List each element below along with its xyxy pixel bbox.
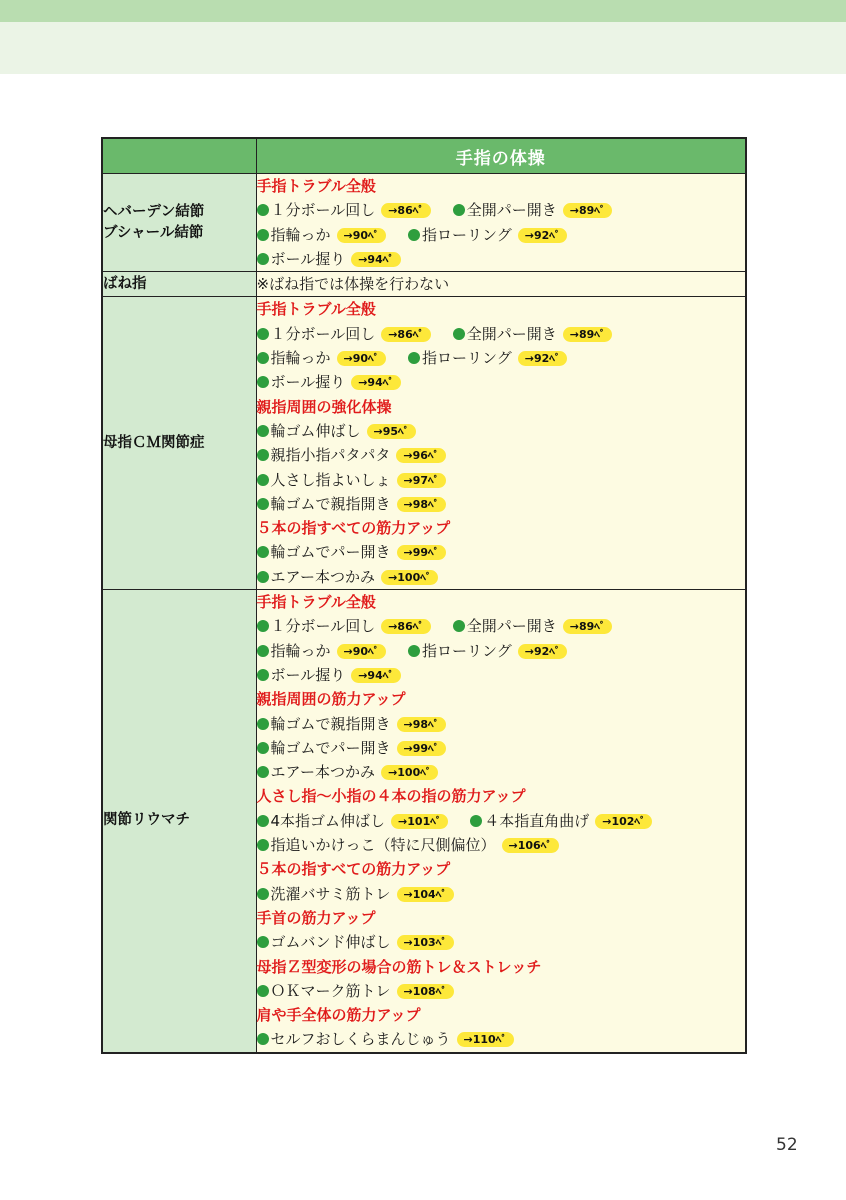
exercise-item	[257, 322, 431, 346]
exercise-label: 4本指ゴム伸ばし	[270, 811, 386, 830]
exercise-line	[257, 760, 746, 784]
page-ref-badge: →103ﾍﾟ	[397, 935, 454, 950]
page-ref-badge: →102ﾍﾟ	[595, 814, 652, 829]
page-ref-badge: →95ﾍﾟ	[367, 424, 417, 439]
exercise-cell	[256, 297, 746, 590]
page-ref-badge: →96ﾍﾟ	[396, 448, 446, 463]
bullet-icon	[257, 742, 269, 754]
header-title: 手指の体操	[256, 138, 746, 174]
exercise-item	[257, 663, 401, 687]
page-ref-badge: →99ﾍﾟ	[397, 741, 447, 756]
exercise-line	[257, 663, 746, 687]
exercise-item	[257, 492, 447, 516]
exercise-item	[257, 809, 449, 833]
exercise-item	[257, 639, 387, 663]
exercise-label: 指輪っか	[270, 349, 331, 368]
page-ref-badge: →86ﾍﾟ	[381, 203, 431, 218]
table-row	[102, 174, 746, 272]
bullet-icon	[257, 669, 269, 681]
exercise-label: 輪ゴムで親指開き	[270, 494, 391, 513]
section-heading: ５本の指すべての筋力アップ	[256, 860, 451, 879]
exercise-item	[470, 809, 652, 833]
bullet-icon	[257, 546, 269, 558]
exercise-line	[257, 540, 746, 564]
condition-cell	[102, 174, 256, 272]
exercise-line	[257, 198, 746, 222]
exercise-item	[257, 443, 446, 467]
exercise-label: エアー本つかみ	[270, 567, 376, 586]
exercise-line	[257, 930, 746, 954]
section-heading: 手首の筋力アップ	[256, 908, 376, 927]
section-heading: 母指Ｚ型変形の場合の筋トレ＆ストレッチ	[256, 957, 542, 976]
bullet-icon	[257, 839, 269, 851]
exercise-line	[257, 468, 746, 492]
exercise-label: セルフおしくらまんじゅう	[270, 1030, 451, 1049]
exercise-label: １分ボール回し	[270, 617, 376, 636]
bullet-icon	[453, 620, 465, 632]
exercise-item	[257, 760, 439, 784]
bullet-icon	[257, 376, 269, 388]
exercise-item	[453, 198, 613, 222]
table-row	[102, 297, 746, 590]
section-heading: 手指トラブル全般	[256, 177, 376, 195]
exercise-label: 指ローリング	[422, 349, 512, 368]
exercise-label: 全開パー開き	[466, 324, 557, 343]
exercise-line	[257, 223, 746, 247]
condition-name: ばね指	[103, 275, 147, 292]
page-number: 52	[776, 1135, 798, 1155]
page-ref-badge: →101ﾍﾟ	[391, 814, 448, 829]
header-band	[0, 22, 846, 74]
exercise-line	[257, 565, 746, 589]
exercise-line	[257, 247, 746, 271]
exercise-line	[257, 492, 746, 516]
exercise-item	[257, 247, 401, 271]
table-body	[102, 174, 746, 1053]
exercise-label: 指ローリング	[422, 641, 512, 660]
exercise-cell	[256, 272, 746, 297]
section-heading: 人さし指〜小指の４本の指の筋力アップ	[256, 787, 526, 806]
bullet-icon	[408, 352, 420, 364]
exercise-label: 親指小指パタパタ	[270, 446, 391, 465]
exercise-item	[257, 468, 447, 492]
bullet-icon	[257, 425, 269, 437]
bullet-icon	[257, 888, 269, 900]
page-ref-badge: →89ﾍﾟ	[563, 203, 613, 218]
exercise-item	[257, 540, 447, 564]
bullet-icon	[257, 328, 269, 340]
page-ref-badge: →106ﾍﾟ	[502, 838, 559, 853]
exercise-item	[257, 370, 401, 394]
section-heading: ５本の指すべての筋力アップ	[256, 519, 451, 538]
condition-name: 関節リウマチ	[103, 812, 190, 829]
page-ref-badge: →90ﾍﾟ	[337, 644, 387, 659]
bullet-icon	[257, 815, 269, 827]
exercise-label: ボール握り	[270, 249, 346, 268]
top-color-band	[0, 0, 846, 22]
page-ref-badge: →98ﾍﾟ	[397, 717, 447, 732]
exercise-table	[101, 137, 747, 1054]
page-ref-badge: →94ﾍﾟ	[351, 668, 401, 683]
exercise-item	[408, 639, 567, 663]
page-ref-badge: →108ﾍﾟ	[397, 984, 454, 999]
exercise-line	[257, 443, 746, 467]
exercise-item	[257, 223, 387, 247]
bullet-icon	[257, 571, 269, 583]
bullet-icon	[257, 253, 269, 265]
exercise-item	[257, 614, 431, 638]
exercise-label: 指ローリング	[422, 225, 512, 244]
bullet-icon	[257, 766, 269, 778]
exercise-item	[257, 419, 417, 443]
bullet-icon	[257, 1033, 269, 1045]
exercise-item	[408, 346, 567, 370]
exercise-label: 指追いかけっこ（特に尺側偏位）	[270, 836, 496, 855]
page-ref-badge: →104ﾍﾟ	[397, 887, 454, 902]
exercise-label: １分ボール回し	[270, 324, 376, 343]
bullet-icon	[257, 229, 269, 241]
bullet-icon	[408, 229, 420, 241]
page-ref-badge: →92ﾍﾟ	[518, 644, 568, 659]
exercise-item	[257, 882, 454, 906]
page-ref-badge: →92ﾍﾟ	[518, 351, 568, 366]
section-heading: 手指トラブル全般	[256, 300, 376, 319]
bullet-icon	[257, 936, 269, 948]
exercise-item	[453, 322, 613, 346]
page-ref-badge: →100ﾍﾟ	[381, 765, 438, 780]
page-ref-badge: →99ﾍﾟ	[397, 545, 447, 560]
exercise-cell	[256, 174, 746, 272]
bullet-icon	[257, 352, 269, 364]
page-ref-badge: →92ﾍﾟ	[518, 228, 568, 243]
page-ref-badge: →86ﾍﾟ	[381, 619, 431, 634]
exercise-label: 洗濯バサミ筋トレ	[270, 884, 391, 903]
exercise-label: 輪ゴム伸ばし	[270, 421, 361, 440]
exercise-line	[257, 712, 746, 736]
table-row	[102, 272, 746, 297]
page-ref-badge: →90ﾍﾟ	[337, 228, 387, 243]
page-ref-badge: →89ﾍﾟ	[563, 619, 613, 634]
exercise-line	[257, 1027, 746, 1051]
condition-cell	[102, 590, 256, 1053]
exercise-line	[257, 322, 746, 346]
bullet-icon	[453, 204, 465, 216]
exercise-line	[257, 736, 746, 760]
exercise-label: ゴムバンド伸ばし	[270, 933, 391, 952]
exercise-item	[257, 736, 447, 760]
bullet-icon	[257, 498, 269, 510]
bullet-icon	[257, 620, 269, 632]
bullet-icon	[408, 645, 420, 657]
page-ref-badge: →110ﾍﾟ	[457, 1032, 514, 1047]
bullet-icon	[257, 985, 269, 997]
exercise-label: ボール握り	[270, 373, 346, 392]
exercise-label: ＯＫマーク筋トレ	[270, 981, 391, 1000]
section-heading: 親指周囲の強化体操	[256, 397, 392, 416]
exercise-item	[408, 223, 567, 247]
condition-name: 母指ＣＭ関節症	[103, 434, 205, 451]
bullet-icon	[257, 474, 269, 486]
section-heading: 親指周囲の筋力アップ	[256, 690, 406, 709]
section-heading: 肩や手全体の筋力アップ	[256, 1006, 421, 1025]
exercise-label: 指輪っか	[270, 641, 331, 660]
bullet-icon	[453, 328, 465, 340]
exercise-item	[257, 565, 439, 589]
condition-cell	[102, 297, 256, 590]
page-ref-badge: →94ﾍﾟ	[351, 252, 401, 267]
page-ref-badge: →100ﾍﾟ	[381, 570, 438, 585]
note-text: ※ばね指では体操を行わない	[256, 275, 450, 294]
exercise-label: 輪ゴムでパー開き	[270, 543, 391, 562]
exercise-item	[257, 1027, 514, 1051]
exercise-item	[257, 833, 559, 857]
exercise-label: エアー本つかみ	[270, 763, 376, 782]
exercise-line	[257, 833, 746, 857]
table-header-row	[102, 138, 746, 174]
page-ref-badge: →94ﾍﾟ	[351, 375, 401, 390]
page-ref-badge: →89ﾍﾟ	[563, 327, 613, 342]
exercise-label: 輪ゴムでパー開き	[270, 738, 391, 757]
exercise-item	[257, 346, 387, 370]
page-ref-badge: →86ﾍﾟ	[381, 327, 431, 342]
exercise-line	[257, 882, 746, 906]
exercise-label: 指輪っか	[270, 225, 331, 244]
exercise-cell	[256, 590, 746, 1053]
bullet-icon	[257, 449, 269, 461]
condition-name: ヘバーデン結節	[103, 203, 205, 220]
exercise-line	[257, 419, 746, 443]
exercise-label: 全開パー開き	[466, 617, 557, 636]
condition-cell	[102, 272, 256, 297]
table-row	[102, 590, 746, 1053]
exercise-line	[257, 809, 746, 833]
exercise-label: ボール握り	[270, 665, 346, 684]
exercise-item	[257, 930, 454, 954]
bullet-icon	[257, 645, 269, 657]
exercise-item	[453, 614, 613, 638]
exercise-label: 全開パー開き	[466, 201, 557, 220]
condition-name: ブシャール結節	[103, 224, 204, 241]
page-ref-badge: →97ﾍﾟ	[397, 473, 447, 488]
exercise-line	[257, 639, 746, 663]
page-ref-badge: →98ﾍﾟ	[397, 497, 447, 512]
exercise-line	[257, 979, 746, 1003]
exercise-line	[257, 346, 746, 370]
exercise-label: ４本指直角曲げ	[484, 811, 590, 830]
exercise-line	[257, 370, 746, 394]
exercise-label: １分ボール回し	[270, 201, 376, 220]
header-blank-cell	[102, 138, 256, 174]
section-heading: 手指トラブル全般	[256, 593, 376, 612]
exercise-item	[257, 979, 454, 1003]
exercise-line	[257, 614, 746, 638]
bullet-icon	[257, 718, 269, 730]
exercise-item	[257, 712, 447, 736]
exercise-label: 輪ゴムで親指開き	[270, 714, 391, 733]
bullet-icon	[257, 204, 269, 216]
exercise-label: 人さし指よいしょ	[270, 470, 391, 489]
bullet-icon	[470, 815, 482, 827]
exercise-item	[257, 198, 431, 222]
page-ref-badge: →90ﾍﾟ	[337, 351, 387, 366]
